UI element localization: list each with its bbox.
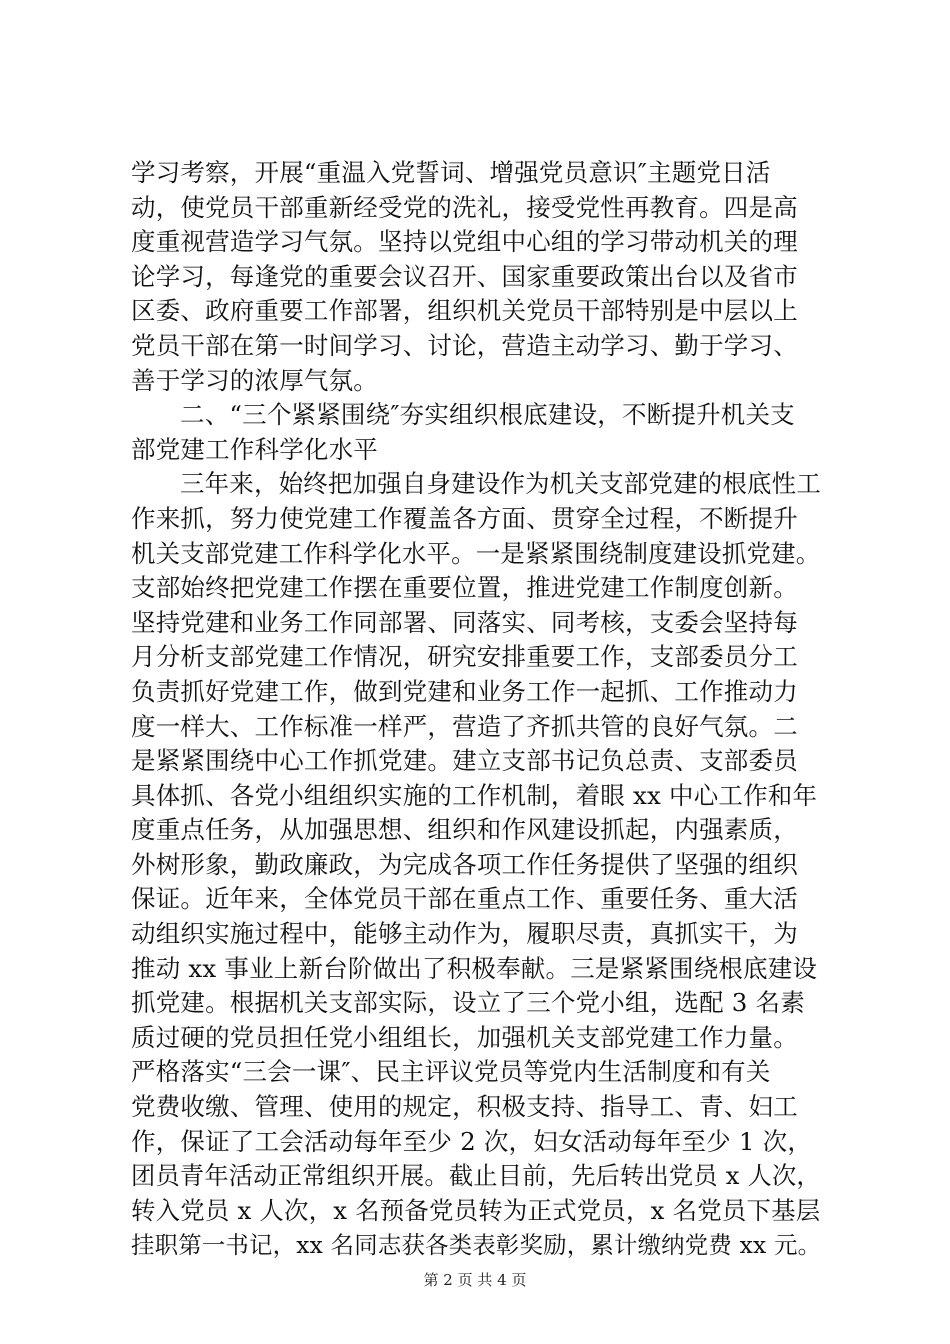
text-line: 支部始终把党建工作摆在重要位置，推进党建工作制度创新。 <box>131 573 798 603</box>
text-line: 保证。近年来，全体党员干部在重点工作、重要任务、重大活 <box>131 884 798 914</box>
text-line: 负责抓好党建工作，做到党建和业务工作一起抓、工作推动力 <box>131 676 798 706</box>
text-line: 是紧紧围绕中心工作抓党建。建立支部书记负总责、支部委员 <box>131 746 798 776</box>
document-body <box>131 156 821 1263</box>
text-line: 党费收缴、管理、使用的规定，积极支持、指导工、青、妇工 <box>131 1092 798 1122</box>
text-line: 部党建工作科学化水平 <box>131 434 378 464</box>
text-line: 二、“三个紧紧围绕″夯实组织根底建设，不断提升机关支 <box>180 400 795 430</box>
text-line: 度一样大、工作标准一样严，营造了齐抓共管的良好气氛。二 <box>131 711 798 741</box>
text-line: 动组织实施过程中，能够主动作为，履职尽责，真抓实干，为 <box>131 919 798 949</box>
text-line: 抓党建。根据机关支部实际，设立了三个党小组，选配 3 名素 <box>131 988 805 1018</box>
text-line: 机关支部党建工作科学化水平。一是紧紧围绕制度建设抓党建。 <box>131 538 821 568</box>
text-line: 月分析支部党建工作情况，研究安排重要工作，支部委员分工 <box>131 642 798 672</box>
text-line: 动，使党员干部重新经受党的洗礼，接受党性再教育。四是高 <box>131 192 798 222</box>
text-line: 推动 xx 事业上新台阶做出了积极奉献。三是紧紧围绕根底建设 <box>131 953 818 983</box>
text-line: 严格落实“三会一课″、民主评议党员等党内生活制度和有关 <box>131 1057 771 1087</box>
text-line: 区委、政府重要工作部署，组织机关党员干部特别是中层以上 <box>131 296 798 326</box>
text-line: 作，保证了工会活动每年至少 2 次，妇女活动每年至少 1 次， <box>131 1126 813 1156</box>
page-footer: 第 2 页 共 4 页 <box>423 1271 527 1289</box>
text-line: 团员青年活动正常组织开展。截止目前，先后转出党员 x 人次， <box>131 1161 821 1191</box>
text-line: 作来抓，努力使党建工作覆盖各方面、贯穿全过程，不断提升 <box>131 503 798 533</box>
text-line: 三年来，始终把加强自身建设作为机关支部党建的根底性工 <box>180 469 821 499</box>
text-line: 坚持党建和业务工作同部署、同落实、同考核，支委会坚持每 <box>131 607 798 637</box>
text-line: 外树形象，勤政廉政，为完成各项工作任务提供了坚强的组织 <box>131 849 798 879</box>
text-line: 质过硬的党员担任党小组组长，加强机关支部党建工作力量。 <box>131 1022 798 1052</box>
text-line: 转入党员 x 人次，x 名预备党员转为正式党员，x 名党员下基层 <box>131 1195 821 1225</box>
text-line: 具体抓、各党小组组织实施的工作机制，着眼 xx 中心工作和年 <box>131 780 818 810</box>
text-line: 度重点任务，从加强思想、组织和作风建设抓起，内强素质， <box>131 815 798 845</box>
text-line: 论学习，每逢党的重要会议召开、国家重要政策出台以及省市 <box>131 261 798 291</box>
text-line: 学习考察，开展“重温入党誓词、增强党员意识″主题党日活 <box>131 158 771 187</box>
text-line: 度重视营造学习气氛。坚持以党组中心组的学习带动机关的理 <box>131 227 798 257</box>
text-line: 挂职第一书记，xx 名同志获各类表彰奖励，累计缴纳党费 xx 元。 <box>131 1231 822 1260</box>
text-line: 善于学习的浓厚气氛。 <box>131 365 378 395</box>
text-line: 党员干部在第一时间学习、讨论，营造主动学习、勤于学习、 <box>131 330 798 360</box>
